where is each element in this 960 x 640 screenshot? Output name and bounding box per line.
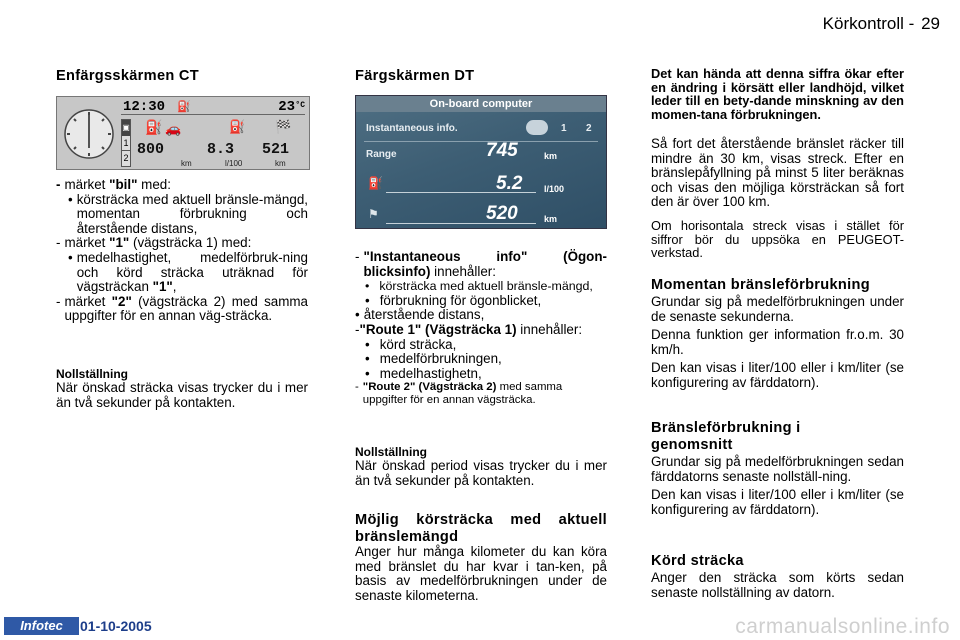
momentan-heading: Momentan bränsleförbrukning xyxy=(651,277,870,293)
list-item: - märket "2" (vägsträcka 2) med samma uppgifter för en annan väg-sträcka. xyxy=(56,293,308,324)
range-section-heading: Möjlig körsträcka med aktuell bränslemängd xyxy=(355,512,607,545)
header-dash: - xyxy=(908,14,915,33)
ct-status-bar xyxy=(121,99,305,115)
fuel-pump-icon: ⛽ xyxy=(177,102,191,114)
dt-separator xyxy=(364,141,598,142)
analog-clock-icon xyxy=(61,101,117,167)
car-side-icon: 🚗 xyxy=(165,121,182,136)
ct-tab-strip xyxy=(121,119,131,167)
ct-screen-image xyxy=(56,96,310,170)
watermark: carmanualsonline.info xyxy=(735,615,950,638)
list-item: - märket "1" (vägsträcka 1) med: xyxy=(56,235,252,251)
chapter-title: Körkontroll xyxy=(822,14,904,33)
momentan-paragraph-1: Grundar sig på medelförbrukningen under de senaste sekunderna. xyxy=(651,294,904,324)
genomsnitt-heading: Bränsleförbrukning i genomsnitt xyxy=(651,420,801,453)
ct-reset-text: När önskad sträcka visas trycker du i mer än två sekunder på kontakten. xyxy=(56,380,308,410)
fuel-gauge-icon xyxy=(526,120,548,135)
dt-value-distance: 520 xyxy=(486,203,518,224)
page-header xyxy=(823,14,940,34)
momentan-paragraph-2: Denna funktion ger information fr.o.m. 30 km/h. xyxy=(651,327,904,357)
dt-tab-1: 1 xyxy=(561,123,567,134)
ct-temperature: 23 xyxy=(278,99,295,115)
dt-label-instantaneous: Instantaneous info. xyxy=(366,123,458,134)
ct-unit-range: km xyxy=(181,159,192,168)
dt-screen-title: On-board computer xyxy=(356,96,606,112)
dt-value-consumption: 5.2 xyxy=(496,173,523,194)
dt-unit-range: km xyxy=(544,151,558,161)
dt-item-list xyxy=(355,250,607,407)
ct-value-consumption: 8.3 xyxy=(207,141,235,158)
genomsnitt-section xyxy=(651,455,904,521)
infotec-logo: Infotec xyxy=(4,617,79,635)
ct-temperature-unit: °C xyxy=(295,101,305,110)
dt-reset-text: När önskad period visas trycker du i mer än två sekunder på kontakten. xyxy=(355,458,607,488)
list-item: - märket "bil" med: xyxy=(56,177,171,192)
dt-screen-image xyxy=(355,95,607,229)
fuel-pump-icon: ⛽ xyxy=(368,176,383,190)
ct-time: 12:30 xyxy=(123,99,166,115)
list-item: • återstående distans, xyxy=(355,307,485,323)
list-item: • förbrukning för ögonblicket, xyxy=(365,292,542,308)
footer-date: 01-10-2005 xyxy=(80,618,152,634)
list-item: • medelhastighetn, xyxy=(365,365,482,381)
momentan-paragraph-3: Den kan visas i liter/100 eller i km/liter (se konfigurering av färddatorn). xyxy=(651,360,904,390)
ct-unit-consumption: l/100 xyxy=(225,159,243,168)
kord-paragraph: Anger den sträcka som körts sedan senaste nollställning av datorn. xyxy=(651,570,904,600)
fuel-range-icon: ⛽ xyxy=(145,119,163,135)
dt-label-range: Range xyxy=(366,149,397,160)
ct-value-distance: 521 xyxy=(262,141,290,158)
col3-paragraph-2: Om horisontala streck visas i stället för siffror bör du uppsöka en PEUGEOT-verkstad. xyxy=(651,218,904,261)
kord-heading: Körd sträcka xyxy=(651,553,744,569)
page-number: 29 xyxy=(921,14,940,33)
range-section-text: Anger hur många kilometer du kan köra med bränslet du har kvar i tan-ken, på basis av medelförbrukningen under de senaste kilometerna. xyxy=(355,544,607,603)
list-item: • medelhastighet, medelförbruk-ning och körd sträcka uträknad för vägsträckan "1", xyxy=(68,249,308,295)
checkered-flag-icon: 🏁 xyxy=(275,119,292,134)
genomsnitt-paragraph-2: Den kan visas i liter/100 eller i km/liter (se konfigurering av färddatorn). xyxy=(651,487,904,517)
list-item: • körd sträcka, xyxy=(365,336,457,352)
checkered-flag-icon: ⚑ xyxy=(368,207,379,221)
ct-unit-distance: km xyxy=(275,159,286,168)
dt-unit-distance: km xyxy=(544,214,558,224)
dt-unit-consumption: l/100 xyxy=(544,184,565,194)
car-icon: ▣ xyxy=(122,120,130,136)
momentan-section xyxy=(651,295,904,395)
col3-paragraph-1: Så fort det återstående bränslet räcker till mindre än 30 km, visas streck. Efter en bränslepåfyllning på minst 5 liter beräknas och visas den möjliga körsträckan så fort den är över 100 km. xyxy=(651,136,904,210)
ct-value-range: 800 xyxy=(137,141,165,158)
ct-tab-2: 2 xyxy=(123,153,129,163)
list-item: • körsträcka med aktuell bränsle-mängd, xyxy=(365,279,593,294)
list-item: • körsträcka med aktuell bränsle-mängd, momentan förbrukning och återstående distans, xyxy=(68,191,308,236)
list-item: - "Instantaneous info" (Ögon-blicksinfo) innehåller: xyxy=(355,249,607,279)
list-item: • medelförbrukningen, xyxy=(365,351,502,367)
genomsnitt-paragraph-1: Grundar sig på medelförbrukningen sedan färddatorns senaste nollställ-ning. xyxy=(651,454,904,484)
ct-item-list xyxy=(56,178,308,324)
intro-bold-text: Det kan hända att denna siffra ökar efter en ändring i körsätt eller landhöjd, vilket leder till en bety-dande minskning av den momen-tana förbrukningen. xyxy=(651,66,904,122)
consumption-icon: ⛽ xyxy=(229,119,246,134)
list-item: - "Route 2" (Vägsträcka 2) med samma uppgifter för en annan vägsträcka. xyxy=(355,381,563,407)
dt-tab-2: 2 xyxy=(586,123,592,134)
list-item: - "Route 1" (Vägsträcka 1) innehåller: xyxy=(355,321,583,337)
ct-tab-1: 1 xyxy=(122,136,130,151)
dt-value-range: 745 xyxy=(486,140,518,161)
dt-heading: Färgskärmen DT xyxy=(355,68,475,84)
dt-reset-heading: Nollställning xyxy=(355,445,427,459)
ct-heading: Enfärgsskärmen CT xyxy=(56,68,199,84)
ct-reset-heading: Nollställning xyxy=(56,367,128,381)
